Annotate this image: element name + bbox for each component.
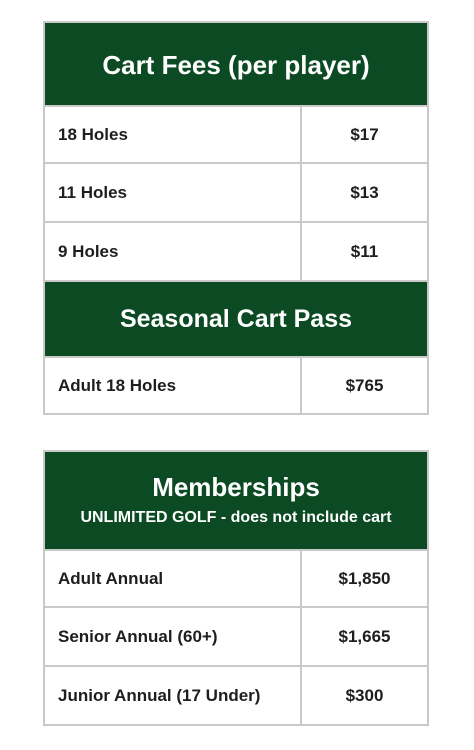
- cart-fees-title: Cart Fees (per player): [102, 50, 370, 80]
- row-label: Junior Annual (17 Under): [45, 667, 302, 724]
- row-price: $1,850: [338, 568, 391, 588]
- row-price: $300: [345, 685, 384, 705]
- table-row: [43, 608, 429, 667]
- cart-fees-header: [43, 21, 429, 105]
- memberships-subtitle: UNLIMITED GOLF - does not include cart: [80, 509, 392, 526]
- table-row: [43, 549, 429, 608]
- table-row: [43, 105, 429, 164]
- table-row: [43, 223, 429, 282]
- table-row: [43, 356, 429, 415]
- seasonal-pass-title: Seasonal Cart Pass: [119, 305, 353, 333]
- row-price: $17: [350, 124, 379, 144]
- row-label: Senior Annual (60+): [45, 608, 302, 665]
- cart-fees-table: [43, 21, 429, 415]
- row-label: Adult 18 Holes: [45, 358, 302, 413]
- row-price: $13: [350, 182, 379, 202]
- memberships-header: [43, 450, 429, 549]
- memberships-title: Memberships: [152, 472, 320, 502]
- row-label: 18 Holes: [45, 107, 302, 162]
- row-price: $11: [350, 241, 379, 261]
- row-label: 11 Holes: [45, 164, 302, 221]
- row-price: $1,665: [338, 626, 391, 646]
- row-label: 9 Holes: [45, 223, 302, 280]
- table-row: [43, 667, 429, 726]
- seasonal-pass-header: [43, 282, 429, 356]
- memberships-table: [43, 450, 429, 726]
- row-price: $765: [345, 375, 384, 395]
- table-row: [43, 164, 429, 223]
- row-label: Adult Annual: [45, 551, 302, 606]
